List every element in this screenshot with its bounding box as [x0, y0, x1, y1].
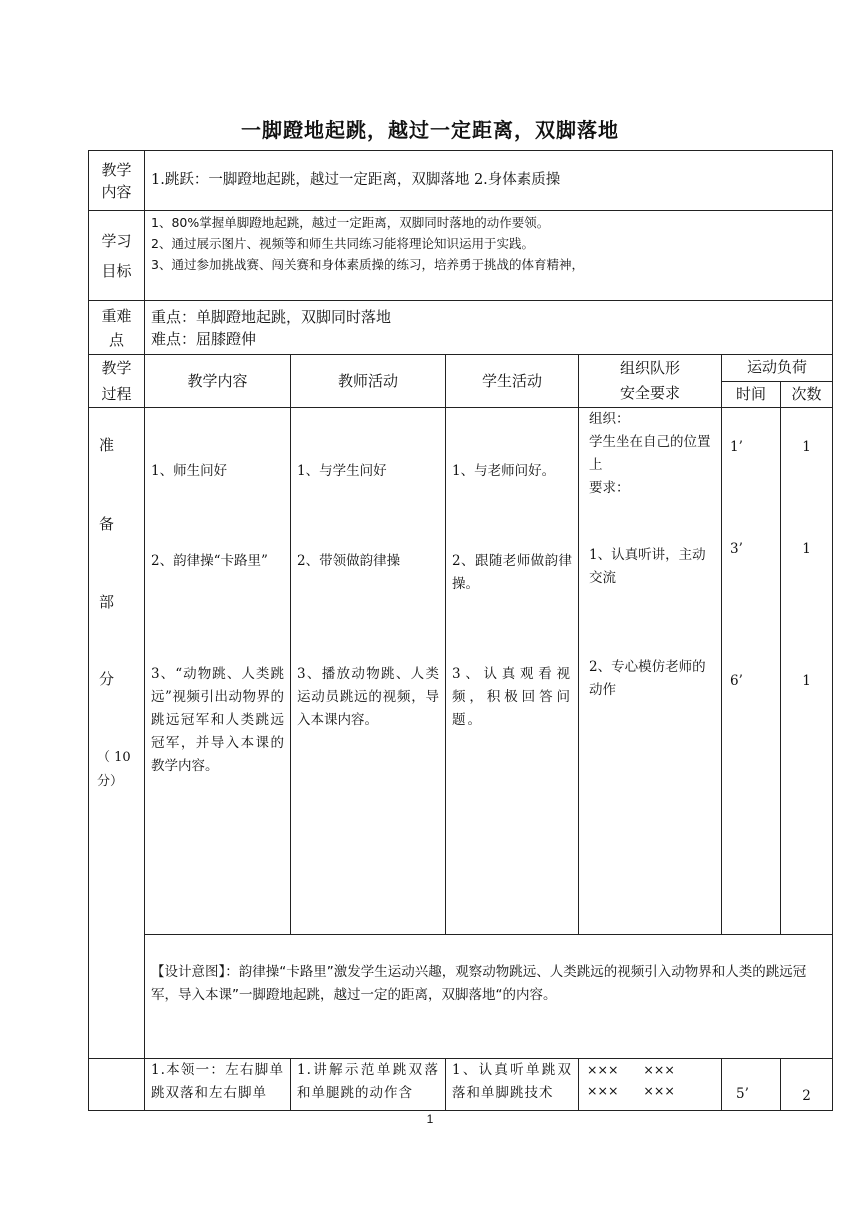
section-char: 准 — [99, 436, 115, 454]
prep-time: 1’ — [730, 439, 743, 455]
goal-item: 1、80%掌握单脚蹬地起跳，越过一定距离，双脚同时落地的动作要领。 — [151, 215, 550, 230]
req-item: 1、认真听讲，主动交流 — [589, 547, 706, 586]
formation-row: ××× ××× — [587, 1083, 675, 1098]
req-label: 要求： — [589, 480, 630, 496]
design-intent: 【设计意图】：韵律操“卡路里”激发学生运动兴趣，观察动物跳远、人类跳远的视频引入动物界和人类的跳远冠军，导入本课”一脚蹬地起跳，越过一定的距离，双脚落地“的内容。 — [145, 934, 833, 1058]
formation-row: ××× ××× — [587, 1062, 675, 1077]
prep-content-item: 1、师生问好 — [151, 463, 228, 479]
prep-teacher-item: 2、带领做韵律操 — [297, 553, 401, 569]
content-header: 教学内容 — [145, 355, 291, 408]
goals-cell — [145, 211, 833, 301]
org-label: 组织： — [589, 411, 630, 427]
prep-org-cell — [579, 408, 722, 935]
process-header-text: 教学过程 — [101, 359, 132, 403]
prep-content-item: 3、“动物跳、人类跳远”视频引出动物界的跳远冠军和人类跳远冠军，并导入本课的教学内容。 — [151, 666, 284, 774]
basic-formation-cell — [579, 1059, 722, 1111]
load-header: 运动负荷 — [722, 355, 833, 382]
org-text: 学生坐在自己的位置上 — [589, 434, 711, 473]
prep-count-cell — [781, 408, 833, 935]
prep-duration: （ 10分） — [97, 750, 131, 789]
goal-item: 3、通过参加挑战赛、闯关赛和身体素质操的练习，培养勇于挑战的体育精神， — [151, 257, 584, 272]
goal-item: 2、通过展示图片、视频等和师生共同练习能将理论知识运用于实践。 — [151, 236, 534, 251]
prep-count: 1 — [802, 439, 811, 455]
page-number: 1 — [426, 1112, 434, 1126]
req-item: 2、专心模仿老师的动作 — [589, 659, 706, 698]
student-header: 学生活动 — [446, 355, 579, 408]
prep-teacher-item: 3、播放动物跳、人类运动员跳远的视频，导入本课内容。 — [297, 666, 439, 728]
goals-label-cell — [89, 211, 145, 301]
prep-time: 6’ — [730, 673, 743, 689]
org-header-text: 组织队形 — [619, 359, 680, 377]
prep-student-item: 2、跟随老师做韵律操。 — [452, 553, 572, 592]
goals-label: 学习目标 — [101, 231, 132, 280]
prep-teacher-item: 1、与学生问好 — [297, 463, 387, 479]
prep-count: 1 — [802, 673, 811, 689]
basic-count: 2 — [781, 1059, 833, 1111]
basic-time: 5’ — [722, 1059, 781, 1111]
basic-student: 1、认真听单跳双落和单脚跳技术 — [446, 1059, 579, 1111]
teacher-header: 教师活动 — [291, 355, 446, 408]
key-point: 重点：单脚蹬地起跳，双脚同时落地 — [151, 307, 392, 326]
time-header: 时间 — [722, 381, 781, 408]
prep-student-item: 3、认真观看视频，积极回答问题。 — [452, 666, 572, 728]
content-label: 教学内容 — [101, 160, 132, 201]
lesson-plan-table — [88, 150, 833, 1111]
basic-section-cell — [89, 1059, 145, 1111]
section-char: 分 — [99, 670, 115, 688]
prep-teacher-cell — [291, 408, 446, 935]
difficult-point: 难点：屈膝蹬伸 — [151, 329, 257, 348]
prep-time-cell — [722, 408, 781, 935]
key-label-cell — [89, 301, 145, 355]
content-label-cell — [89, 151, 145, 211]
count-header: 次数 — [781, 381, 833, 408]
key-label: 重难点 — [101, 306, 132, 349]
basic-teacher: 1.讲解示范单跳双落和单腿跳的动作含 — [291, 1059, 446, 1111]
org-header — [579, 355, 722, 408]
prep-content-cell — [145, 408, 291, 935]
key-points-cell — [145, 301, 833, 355]
basic-content: 1.本领一：左右脚单跳双落和左右脚单 — [145, 1059, 291, 1111]
content-text: 1.跳跃：一脚蹬地起跳，越过一定距离，双脚落地 2.身体素质操 — [145, 151, 833, 211]
section-char: 部 — [99, 593, 115, 611]
safety-header-text: 安全要求 — [619, 384, 680, 402]
prep-count: 1 — [802, 541, 811, 557]
prep-student-item: 1、与老师问好。 — [452, 463, 556, 479]
prep-student-cell — [446, 408, 579, 935]
process-header — [89, 355, 145, 408]
section-char: 备 — [99, 515, 115, 533]
document-title: 一脚蹬地起跳，越过一定距离，双脚落地 — [241, 118, 619, 142]
prep-time: 3’ — [730, 541, 743, 557]
prep-content-item: 2、韵律操“卡路里” — [151, 553, 268, 569]
prep-section-cell — [89, 408, 145, 1059]
